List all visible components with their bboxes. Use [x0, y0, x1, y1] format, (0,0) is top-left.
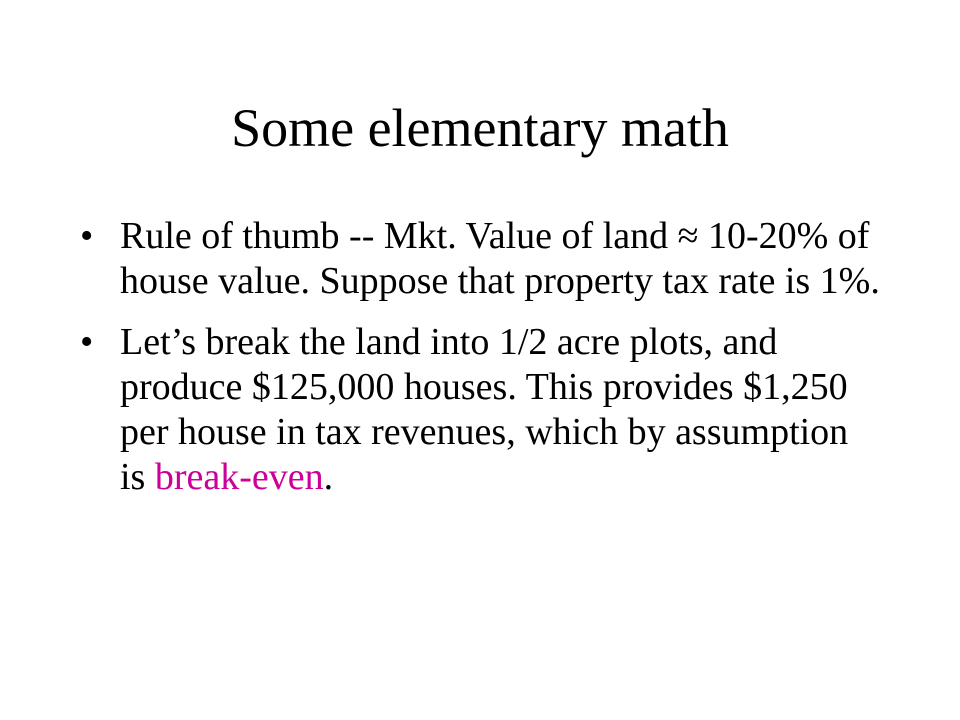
bullet-marker-icon: •: [80, 215, 94, 257]
slide-title: Some elementary math: [231, 98, 729, 158]
highlighted-term: break-even: [154, 456, 324, 498]
bullet-list: [80, 214, 880, 500]
bullet-marker-icon: •: [80, 321, 94, 363]
bullet-item-land-plots: [80, 320, 880, 500]
bullet-item-rule-of-thumb: [80, 214, 880, 304]
bullet-text-end: .: [323, 456, 334, 498]
bullet-text: Let’s break the land into 1/2 acre plots, and produce $125,000 houses. This provides $1,250 per house in tax revenues, which by assumption is: [120, 321, 849, 498]
bullet-text: Rule of thumb -- Mkt. Value of land ≈ 10-20% of house value. Suppose that property tax rate is 1%.: [120, 215, 880, 302]
